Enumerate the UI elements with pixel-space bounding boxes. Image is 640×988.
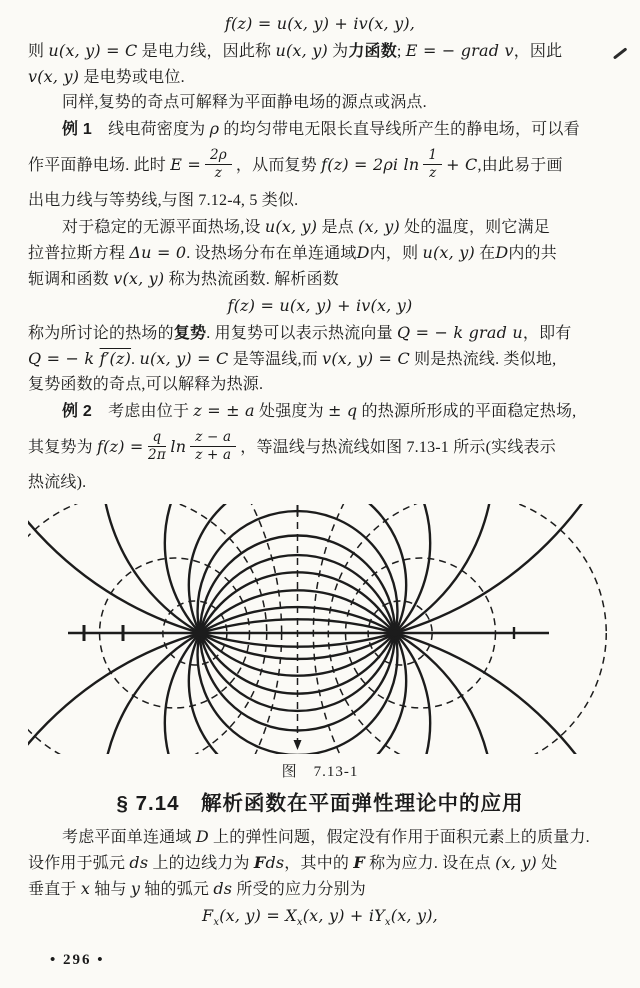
text-line-heat-field-1: 对于稳定的无源平面热场,设 u(x, y) 是点 (x, y) 处的温度，则它满足 (62, 217, 550, 236)
text-line-example1-start: 例 1 线电荷密度为 ρ 的均匀带电无限长直导线所产生的静电场，可以看 (62, 119, 580, 138)
formula-complex-potential-2: f(z) = u(x, y) + iv(x, y) (227, 296, 413, 315)
formula-complex-potential-1: f(z) = u(x, y) + iv(x, y), (224, 14, 416, 33)
text-line-heat-flux-2: Q = − k f′(z). u(x, y) = C 是等温线,而 v(x, y) = C 则是热流线. 类似地, (28, 349, 557, 368)
section-heading: § 7.14 解析函数在平面弹性理论中的应用 (116, 792, 524, 815)
formula-stress: $F_x(x$, $y) = X_x(x$, $y) + iY_x(x$, y), (202, 906, 438, 929)
text-line-force-function: 则 u(x, y) = C 是电力线，因此称 u(x, y) 为力函数; E = − grad v，因此 (28, 41, 563, 60)
dipole-field-lines-plot (28, 496, 612, 760)
text-line-singularities: 同样,复势的奇点可解释为平面静电场的源点或涡点. (62, 94, 427, 111)
text-line-example2-end: 热流线). (28, 474, 87, 491)
text-line-example1-end: 出电力线与等势线,与图 7.12-4, 5 类似. (28, 192, 299, 209)
figure-7-13-1 (28, 496, 612, 760)
page-number: • 296 • (50, 952, 105, 968)
text-line-heat-source: 复势函数的奇点,可以解释为热源. (28, 376, 264, 393)
text-line-example1-formula: 作平面静电场. 此时 E = $\frac{2\rho}{z}$ ，从而复势 f(z) = 2ρi ln $\frac{1}{z}$ + C,由此易于画 (28, 146, 563, 181)
text-line-example2-formula: 其复势为 f(z) = $\frac{q}{2\pi}$ ln $\frac{z - a}{z + a}$ ，等温线与热流线如图 7.13-1 所示(实线表示 (28, 428, 556, 463)
text-line-heat-flux-1: 称为所讨论的热场的复势. 用复势可以表示热流向量 Q = − k grad u，即有 (28, 323, 572, 342)
text-line-elasticity-1: 考虑平面单连通域 D 上的弹性问题，假定没有作用于面积元素上的质量力. (62, 827, 590, 846)
text-line-heat-field-3: 轭调和函数 v(x, y) 称为热流函数. 解析函数 (28, 269, 339, 288)
pen-stroke-mark (613, 47, 627, 59)
figure-caption: 图 7.13-1 (281, 764, 359, 780)
text-line-example2-start: 例 2 考虑由位于 z = ± a 处强度为 ± q 的热源所形成的平面稳定热场, (62, 401, 577, 420)
text-line-heat-field-2: 拉普拉斯方程 Δu = 0. 设热场分布在单连通域D内，则 u(x, y) 在D内的共 (28, 243, 557, 262)
text-line-potential: v(x, y) 是电势或电位. (28, 67, 185, 86)
text-line-elasticity-2: 设作用于弧元 ds 上的边线力为 Fds，其中的 F 称为应力. 设在点 (x, y) 处 (28, 853, 558, 872)
text-line-elasticity-3: 垂直于 x 轴与 y 轴的弧元 ds 所受的应力分别为 (28, 879, 366, 898)
